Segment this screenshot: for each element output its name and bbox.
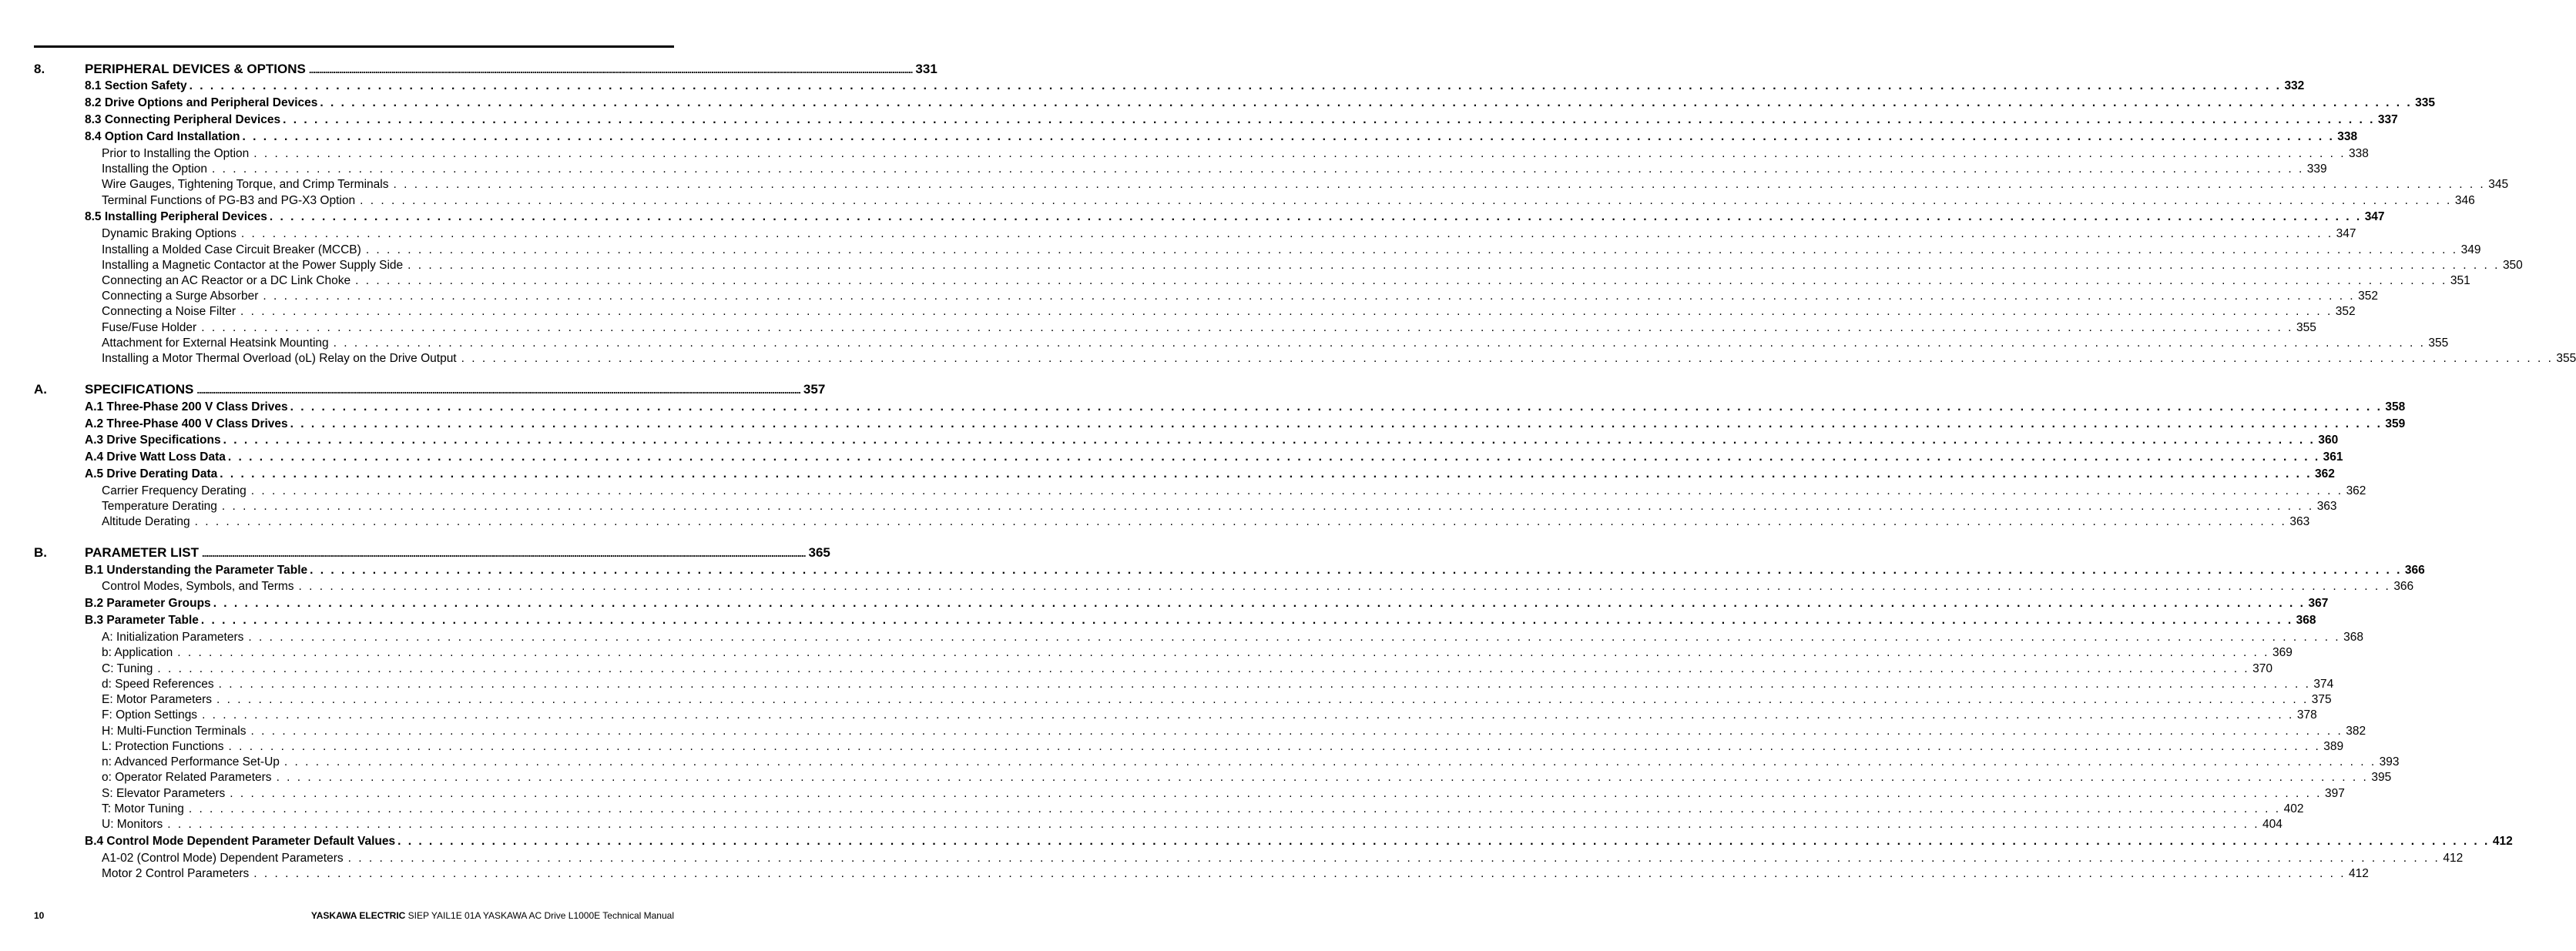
- toc-page-number: 382: [2346, 725, 2366, 738]
- dot-leader: . . . . . . . . . . . . . . . . . . . . . . . . . . . . . . . . . . . . . . . . . . . . . . . . . . . . . . . . . . . . . . . . . . . . . . . . . . . . . . . . . . . . . . . . . . . . . . . . . . . . . . . . . . . . . . . . . . . . . . . . . . . . . . . . . . . . . . . . . . . . . . . . . . . . . . . . . . . . . . . . . . . . . . . . . . . . . . . . . . . . . . . . . . . . . . . . . . . . . . . .: [360, 194, 2452, 207]
- toc-subsection[interactable]: [102, 337, 2449, 350]
- toc-page-number: 389: [2323, 740, 2344, 753]
- toc-page-number: 350: [2502, 259, 2523, 272]
- toc-subsection[interactable]: [102, 867, 2369, 881]
- toc-entry-title: S: Elevator Parameters: [102, 787, 226, 800]
- toc-page-number: 358: [2385, 400, 2406, 414]
- dot-leader: . . . . . . . . . . . . . . . . . . . . . . . . . . . . . . . . . . . . . . . . . . . . . . . . . . . . . . . . . . . . . . . . . . . . . . . . . . . . . . . . . . . . . . . . . . . . . . . . . . . . . . . . . . . . . . . . . . . . . . . . . . . . . . . . . . . . . . . . . . . . . . . . . . . . . . . . . . . . . . . . . . . . . . . . . . . . . . . . . . . . . . . . . . . . . . . . . . . . . . . .: [461, 352, 2554, 365]
- dot-leader: . . . . . . . . . . . . . . . . . . . . . . . . . . . . . . . . . . . . . . . . . . . . . . . . . . . . . . . . . . . . . . . . . . . . . . . . . . . . . . . . . . . . . . . . . . . . . . . . . . . . . . . . . . . . . . . . . . . . . . . . . . . . . . . . . . . . . . . . . . . . . . . . . . . . . . . . . . . . . . . . . . . . . . . . . . . . . . . . . . . . . . . . . . . . . . . . . . . . . . . .: [393, 178, 2486, 191]
- toc-entry-title: Attachment for External Heatsink Mounting: [102, 337, 329, 350]
- toc-section[interactable]: [85, 564, 2425, 578]
- dot-leader: . . . . . . . . . . . . . . . . . . . . . . . . . . . . . . . . . . . . . . . . . . . . . . . . . . . . . . . . . . . . . . . . . . . . . . . . . . . . . . . . . . . . . . . . . . . . . . . . . . . . . . . . . . . . . . . . . . . . . . . . . . . . . . . . . . . . . . . . . . . . . . . . . . . . . . . . . . . . . . . . . . . . . . . . . . . . . . . . . . . . . . . . . . . . . . . . . . . . . . . .: [216, 693, 2309, 706]
- toc-subsection[interactable]: [102, 321, 2316, 335]
- dot-leader: ............................................................................................................................................................................................................................................................................................................: [201, 547, 806, 559]
- toc-entry-title: SPECIFICATIONS: [85, 382, 194, 397]
- toc-subsection[interactable]: [102, 725, 2366, 738]
- toc-chapter-number: A.: [34, 382, 47, 397]
- toc-page-number: 360: [2318, 434, 2339, 447]
- dot-leader: . . . . . . . . . . . . . . . . . . . . . . . . . . . . . . . . . . . . . . . . . . . . . . . . . . . . . . . . . . . . . . . . . . . . . . . . . . . . . . . . . . . . . . . . . . . . . . . . . . . . . . . . . . . . . . . . . . . . . . . . . . . . . . . . . . . . . . . . . . . . . . . . . . . . . . . . . . . . . . . . . . . . . . . . . . . . . . . . . . . . . . . . . . . . . . . . . . . . . . . .: [202, 708, 2294, 722]
- toc-entry-title: Installing the Option: [102, 162, 208, 176]
- toc-subsection[interactable]: [102, 305, 2356, 319]
- footer-doc-title: SIEP YAIL1E 01A YASKAWA AC Drive L1000E Technical Manual: [408, 910, 674, 921]
- toc-entry-title: PERIPHERAL DEVICES & OPTIONS: [85, 62, 306, 76]
- toc-subsection[interactable]: [102, 755, 2400, 769]
- toc-subsection[interactable]: [102, 259, 2523, 273]
- dot-leader: . . . . . . . . . . . . . . . . . . . . . . . . . . . . . . . . . . . . . . . . . . . . . . . . . . . . . . . . . . . . . . . . . . . . . . . . . . . . . . . . . . . . . . . . . . . . . . . . . . . . . . . . . . . . . . . . . . . . . . . . . . . . . . . . . . . . . . . . . . . . . . . . . . . . . . . . . . . . . . . . . . . . . . . . . . . . . . . . . . . . . . . . . . . . . . . . . . . . . . . .: [242, 130, 2335, 143]
- dot-leader: . . . . . . . . . . . . . . . . . . . . . . . . . . . . . . . . . . . . . . . . . . . . . . . . . . . . . . . . . . . . . . . . . . . . . . . . . . . . . . . . . . . . . . . . . . . . . . . . . . . . . . . . . . . . . . . . . . . . . . . . . . . . . . . . . . . . . . . . . . . . . . . . . . . . . . . . . . . . . . . . . . . . . . . . . . . . . . . . . . . . . . . . . . . . . . . . . . . . . . . .: [227, 450, 2320, 464]
- dot-leader: . . . . . . . . . . . . . . . . . . . . . . . . . . . . . . . . . . . . . . . . . . . . . . . . . . . . . . . . . . . . . . . . . . . . . . . . . . . . . . . . . . . . . . . . . . . . . . . . . . . . . . . . . . . . . . . . . . . . . . . . . . . . . . . . . . . . . . . . . . . . . . . . . . . . . . . . . . . . . . . . . . . . . . . . . . . . . . . . . . . . . . . . . . . . . . . . . . . . . . . .: [201, 321, 2293, 334]
- toc-subsection[interactable]: [102, 484, 2366, 498]
- toc-subsection[interactable]: [102, 290, 2378, 303]
- toc-subsection[interactable]: [102, 243, 2481, 257]
- dot-leader: . . . . . . . . . . . . . . . . . . . . . . . . . . . . . . . . . . . . . . . . . . . . . . . . . . . . . . . . . . . . . . . . . . . . . . . . . . . . . . . . . . . . . . . . . . . . . . . . . . . . . . . . . . . . . . . . . . . . . . . . . . . . . . . . . . . . . . . . . . . . . . . . . . . . . . . . . . . . . . . . . . . . . . . . . . . . . . . . . . . . . . . . . . . . . . . . . . . . . . . .: [250, 725, 2343, 738]
- toc-page-number: 404: [2262, 818, 2283, 831]
- toc-subsection[interactable]: [102, 194, 2475, 208]
- toc-entry-title: B.3 Parameter Table: [85, 614, 199, 627]
- dot-leader: . . . . . . . . . . . . . . . . . . . . . . . . . . . . . . . . . . . . . . . . . . . . . . . . . . . . . . . . . . . . . . . . . . . . . . . . . . . . . . . . . . . . . . . . . . . . . . . . . . . . . . . . . . . . . . . . . . . . . . . . . . . . . . . . . . . . . . . . . . . . . . . . . . . . . . . . . . . . . . . . . . . . . . . . . . . . . . . . . . . . . . . . . . . . . . . . . . . . . . . .: [310, 564, 2402, 577]
- dot-leader: . . . . . . . . . . . . . . . . . . . . . . . . . . . . . . . . . . . . . . . . . . . . . . . . . . . . . . . . . . . . . . . . . . . . . . . . . . . . . . . . . . . . . . . . . . . . . . . . . . . . . . . . . . . . . . . . . . . . . . . . . . . . . . . . . . . . . . . . . . . . . . . . . . . . . . . . . . . . . . . . . . . . . . . . . . . . . . . . . . . . . . . . . . . . . . . . . . . . . . . .: [213, 597, 2306, 610]
- toc-page-number: 363: [2316, 500, 2337, 513]
- toc-subsection[interactable]: [102, 274, 2470, 288]
- toc-section[interactable]: [85, 210, 2385, 224]
- header-rule: [34, 45, 674, 48]
- dot-leader: . . . . . . . . . . . . . . . . . . . . . . . . . . . . . . . . . . . . . . . . . . . . . . . . . . . . . . . . . . . . . . . . . . . . . . . . . . . . . . . . . . . . . . . . . . . . . . . . . . . . . . . . . . . . . . . . . . . . . . . . . . . . . . . . . . . . . . . . . . . . . . . . . . . . . . . . . . . . . . . . . . . . . . . . . . . . . . . . . . . . . . . . . . . . . . . . . . . . . . . .: [290, 400, 2383, 414]
- dot-leader: . . . . . . . . . . . . . . . . . . . . . . . . . . . . . . . . . . . . . . . . . . . . . . . . . . . . . . . . . . . . . . . . . . . . . . . . . . . . . . . . . . . . . . . . . . . . . . . . . . . . . . . . . . . . . . . . . . . . . . . . . . . . . . . . . . . . . . . . . . . . . . . . . . . . . . . . . . . . . . . . . . . . . . . . . . . . . . . . . . . . . . . . . . . . . . . . . . . . . . . .: [223, 434, 2316, 447]
- toc-page-number: 368: [2343, 631, 2363, 644]
- toc-section[interactable]: [85, 467, 2335, 481]
- toc-chapter[interactable]: [34, 545, 830, 561]
- toc-page-number: 347: [2336, 227, 2356, 240]
- toc-page-number: 375: [2311, 693, 2332, 706]
- toc-page-number: 361: [2323, 450, 2343, 464]
- toc-subsection[interactable]: [102, 802, 2304, 816]
- toc-entry-title: Connecting an AC Reactor or a DC Link Choke: [102, 274, 351, 287]
- dot-leader: . . . . . . . . . . . . . . . . . . . . . . . . . . . . . . . . . . . . . . . . . . . . . . . . . . . . . . . . . . . . . . . . . . . . . . . . . . . . . . . . . . . . . . . . . . . . . . . . . . . . . . . . . . . . . . . . . . . . . . . . . . . . . . . . . . . . . . . . . . . . . . . . . . . . . . . . . . . . . . . . . . . . . . . . . . . . . . . . . . . . . . . . . . . . . . . . . . . . . . . .: [253, 867, 2346, 880]
- toc-subsection[interactable]: [102, 500, 2337, 514]
- toc-page-number: 347: [2364, 210, 2385, 223]
- dot-leader: . . . . . . . . . . . . . . . . . . . . . . . . . . . . . . . . . . . . . . . . . . . . . . . . . . . . . . . . . . . . . . . . . . . . . . . . . . . . . . . . . . . . . . . . . . . . . . . . . . . . . . . . . . . . . . . . . . . . . . . . . . . . . . . . . . . . . . . . . . . . . . . . . . . . . . . . . . . . . . . . . . . . . . . . . . . . . . . . . . . . . . . . . . . . . . . . . . . . . . . .: [212, 162, 2304, 176]
- toc-subsection[interactable]: [102, 787, 2345, 801]
- toc-subsection[interactable]: [102, 515, 2310, 529]
- toc-entry-title: Control Modes, Symbols, and Terms: [102, 580, 294, 593]
- toc-section[interactable]: [85, 614, 2316, 628]
- dot-leader: . . . . . . . . . . . . . . . . . . . . . . . . . . . . . . . . . . . . . . . . . . . . . . . . . . . . . . . . . . . . . . . . . . . . . . . . . . . . . . . . . . . . . . . . . . . . . . . . . . . . . . . . . . . . . . . . . . . . . . . . . . . . . . . . . . . . . . . . . . . . . . . . . . . . . . . . . . . . . . . . . . . . . . . . . . . . . . . . . . . . . . . . . . . . . . . . . . . . . . . .: [269, 210, 2362, 223]
- toc-subsection[interactable]: [102, 162, 2327, 176]
- footer-brand: YASKAWA ELECTRIC: [310, 910, 406, 921]
- toc-page-number: 366: [2393, 580, 2414, 593]
- toc-entry-title: A.5 Drive Derating Data: [85, 467, 218, 481]
- toc-entry-title: H: Multi-Function Terminals: [102, 725, 247, 738]
- toc-page-number: 338: [2349, 147, 2369, 160]
- toc-entry-title: U: Monitors: [102, 818, 163, 831]
- dot-leader: . . . . . . . . . . . . . . . . . . . . . . . . . . . . . . . . . . . . . . . . . . . . . . . . . . . . . . . . . . . . . . . . . . . . . . . . . . . . . . . . . . . . . . . . . . . . . . . . . . . . . . . . . . . . . . . . . . . . . . . . . . . . . . . . . . . . . . . . . . . . . . . . . . . . . . . . . . . . . . . . . . . . . . . . . . . . . . . . . . . . . . . . . . . . . . . . . . . . . . . .: [397, 835, 2490, 848]
- dot-leader: ............................................................................................................................................................................................................................................................................................................: [308, 64, 913, 75]
- toc-page-number: 338: [2337, 130, 2358, 143]
- toc-subsection[interactable]: [102, 818, 2283, 832]
- dot-leader: . . . . . . . . . . . . . . . . . . . . . . . . . . . . . . . . . . . . . . . . . . . . . . . . . . . . . . . . . . . . . . . . . . . . . . . . . . . . . . . . . . . . . . . . . . . . . . . . . . . . . . . . . . . . . . . . . . . . . . . . . . . . . . . . . . . . . . . . . . . . . . . . . . . . . . . . . . . . . . . . . . . . . . . . . . . . . . . . . . . . . . . . . . . . . . . . . . . . . . . .: [200, 614, 2293, 627]
- toc-entry-title: Fuse/Fuse Holder: [102, 321, 197, 334]
- toc-entry-title: F: Option Settings: [102, 708, 198, 722]
- dot-leader: . . . . . . . . . . . . . . . . . . . . . . . . . . . . . . . . . . . . . . . . . . . . . . . . . . . . . . . . . . . . . . . . . . . . . . . . . . . . . . . . . . . . . . . . . . . . . . . . . . . . . . . . . . . . . . . . . . . . . . . . . . . . . . . . . . . . . . . . . . . . . . . . . . . . . . . . . . . . . . . . . . . . . . . . . . . . . . . . . . . . . . . . . . . . . . . . . . . . . . . .: [228, 740, 2321, 753]
- toc-entry-title: b: Application: [102, 646, 173, 659]
- toc-entry-title: o: Operator Related Parameters: [102, 771, 272, 784]
- dot-leader: . . . . . . . . . . . . . . . . . . . . . . . . . . . . . . . . . . . . . . . . . . . . . . . . . . . . . . . . . . . . . . . . . . . . . . . . . . . . . . . . . . . . . . . . . . . . . . . . . . . . . . . . . . . . . . . . . . . . . . . . . . . . . . . . . . . . . . . . . . . . . . . . . . . . . . . . . . . . . . . . . . . . . . . . . . . . . . . . . . . . . . . . . . . . . . . . . . . . . . . .: [263, 290, 2356, 303]
- toc-page-number: 355: [2428, 337, 2449, 350]
- toc-section[interactable]: [85, 79, 2305, 93]
- toc-subsection[interactable]: [102, 740, 2344, 754]
- dot-leader: . . . . . . . . . . . . . . . . . . . . . . . . . . . . . . . . . . . . . . . . . . . . . . . . . . . . . . . . . . . . . . . . . . . . . . . . . . . . . . . . . . . . . . . . . . . . . . . . . . . . . . . . . . . . . . . . . . . . . . . . . . . . . . . . . . . . . . . . . . . . . . . . . . . . . . . . . . . . . . . . . . . . . . . . . . . . . . . . . . . . . . . . . . . . . . . . . . . . . . . .: [253, 147, 2346, 160]
- footer-page-number: 10: [34, 910, 45, 921]
- toc-entry-title: Installing a Motor Thermal Overload (oL) Relay on the Drive Output: [102, 352, 457, 365]
- dot-leader: . . . . . . . . . . . . . . . . . . . . . . . . . . . . . . . . . . . . . . . . . . . . . . . . . . . . . . . . . . . . . . . . . . . . . . . . . . . . . . . . . . . . . . . . . . . . . . . . . . . . . . . . . . . . . . . . . . . . . . . . . . . . . . . . . . . . . . . . . . . . . . . . . . . . . . . . . . . . . . . . . . . . . . . . . . . . . . . . . . . . . . . . . . . . . . . . . . . . . . . .: [250, 484, 2343, 497]
- dot-leader: . . . . . . . . . . . . . . . . . . . . . . . . . . . . . . . . . . . . . . . . . . . . . . . . . . . . . . . . . . . . . . . . . . . . . . . . . . . . . . . . . . . . . . . . . . . . . . . . . . . . . . . . . . . . . . . . . . . . . . . . . . . . . . . . . . . . . . . . . . . . . . . . . . . . . . . . . . . . . . . . . . . . . . . . . . . . . . . . . . . . . . . . . . . . . . . . . . . . . . . .: [188, 802, 2281, 815]
- toc-entry-title: A.3 Drive Specifications: [85, 434, 221, 447]
- toc-section[interactable]: [85, 96, 2436, 110]
- toc-entry-title: C: Tuning: [102, 662, 153, 675]
- dot-leader: . . . . . . . . . . . . . . . . . . . . . . . . . . . . . . . . . . . . . . . . . . . . . . . . . . . . . . . . . . . . . . . . . . . . . . . . . . . . . . . . . . . . . . . . . . . . . . . . . . . . . . . . . . . . . . . . . . . . . . . . . . . . . . . . . . . . . . . . . . . . . . . . . . . . . . . . . . . . . . . . . . . . . . . . . . . . . . . . . . . . . . . . . . . . . . . . . . . . . . . .: [290, 417, 2383, 430]
- toc-entry-title: Connecting a Surge Absorber: [102, 290, 259, 303]
- toc-subsection[interactable]: [102, 662, 2272, 676]
- dot-leader: . . . . . . . . . . . . . . . . . . . . . . . . . . . . . . . . . . . . . . . . . . . . . . . . . . . . . . . . . . . . . . . . . . . . . . . . . . . . . . . . . . . . . . . . . . . . . . . . . . . . . . . . . . . . . . . . . . . . . . . . . . . . . . . . . . . . . . . . . . . . . . . . . . . . . . . . . . . . . . . . . . . . . . . . . . . . . . . . . . . . . . . . . . . . . . . . . . . . . . . .: [221, 500, 2314, 513]
- footer-document-info: [311, 910, 674, 921]
- toc-entry-title: Prior to Installing the Option: [102, 147, 250, 160]
- toc-page-number: 337: [2377, 113, 2398, 126]
- toc-section[interactable]: [85, 434, 2339, 447]
- toc-page-number: 368: [2296, 614, 2316, 627]
- toc-page-number: 331: [915, 62, 937, 76]
- toc-section[interactable]: [85, 113, 2398, 127]
- toc-entry-title: B.1 Understanding the Parameter Table: [85, 564, 308, 577]
- toc-page-number: 351: [2450, 274, 2470, 287]
- toc-entry-title: 8.3 Connecting Peripheral Devices: [85, 113, 281, 126]
- toc-section[interactable]: [85, 835, 2513, 849]
- toc-page-number: 352: [2358, 290, 2378, 303]
- dot-leader: . . . . . . . . . . . . . . . . . . . . . . . . . . . . . . . . . . . . . . . . . . . . . . . . . . . . . . . . . . . . . . . . . . . . . . . . . . . . . . . . . . . . . . . . . . . . . . . . . . . . . . . . . . . . . . . . . . . . . . . . . . . . . . . . . . . . . . . . . . . . . . . . . . . . . . . . . . . . . . . . . . . . . . . . . . . . . . . . . . . . . . . . . . . . . . . . . . . . . . . .: [218, 678, 2311, 691]
- toc-entry-title: 8.1 Section Safety: [85, 79, 187, 92]
- toc-entry-title: Carrier Frequency Derating: [102, 484, 247, 497]
- toc-subsection[interactable]: [102, 852, 2464, 866]
- toc-entry-title: Connecting a Noise Filter: [102, 305, 236, 318]
- toc-entry-title: Installing a Magnetic Contactor at the Power Supply Side: [102, 259, 404, 272]
- toc-page-number: 345: [2488, 178, 2509, 191]
- toc-subsection[interactable]: [102, 646, 2293, 660]
- toc-entry-title: d: Speed References: [102, 678, 214, 691]
- dot-leader: . . . . . . . . . . . . . . . . . . . . . . . . . . . . . . . . . . . . . . . . . . . . . . . . . . . . . . . . . . . . . . . . . . . . . . . . . . . . . . . . . . . . . . . . . . . . . . . . . . . . . . . . . . . . . . . . . . . . . . . . . . . . . . . . . . . . . . . . . . . . . . . . . . . . . . . . . . . . . . . . . . . . . . . . . . . . . . . . . . . . . . . . . . . . . . . . . . . . . . . .: [283, 755, 2376, 769]
- dot-leader: . . . . . . . . . . . . . . . . . . . . . . . . . . . . . . . . . . . . . . . . . . . . . . . . . . . . . . . . . . . . . . . . . . . . . . . . . . . . . . . . . . . . . . . . . . . . . . . . . . . . . . . . . . . . . . . . . . . . . . . . . . . . . . . . . . . . . . . . . . . . . . . . . . . . . . . . . . . . . . . . . . . . . . . . . . . . . . . . . . . . . . . . . . . . . . . . . . . . . . . .: [365, 243, 2458, 256]
- toc-page-number: 362: [2346, 484, 2366, 497]
- toc-page-number: 393: [2379, 755, 2400, 769]
- toc-subsection[interactable]: [102, 147, 2369, 161]
- toc-entry-title: n: Advanced Performance Set-Up: [102, 755, 280, 769]
- toc-section[interactable]: [85, 400, 2406, 414]
- toc-section[interactable]: [85, 417, 2406, 431]
- toc-page-number: 349: [2460, 243, 2481, 256]
- toc-entry-title: B.4 Control Mode Dependent Parameter Default Values: [85, 835, 396, 848]
- dot-leader: . . . . . . . . . . . . . . . . . . . . . . . . . . . . . . . . . . . . . . . . . . . . . . . . . . . . . . . . . . . . . . . . . . . . . . . . . . . . . . . . . . . . . . . . . . . . . . . . . . . . . . . . . . . . . . . . . . . . . . . . . . . . . . . . . . . . . . . . . . . . . . . . . . . . . . . . . . . . . . . . . . . . . . . . . . . . . . . . . . . . . . . . . . . . . . . . . . . . . . . .: [320, 96, 2413, 109]
- toc-subsection[interactable]: [102, 631, 2363, 645]
- toc-entry-title: PARAMETER LIST: [85, 545, 199, 560]
- toc-entry-title: 8.5 Installing Peripheral Devices: [85, 210, 267, 223]
- toc-section[interactable]: [85, 597, 2329, 611]
- toc-page-number: 352: [2335, 305, 2356, 318]
- dot-leader: . . . . . . . . . . . . . . . . . . . . . . . . . . . . . . . . . . . . . . . . . . . . . . . . . . . . . . . . . . . . . . . . . . . . . . . . . . . . . . . . . . . . . . . . . . . . . . . . . . . . . . . . . . . . . . . . . . . . . . . . . . . . . . . . . . . . . . . . . . . . . . . . . . . . . . . . . . . . . . . . . . . . . . . . . . . . . . . . . . . . . . . . . . . . . . . . . . . . . . . .: [248, 631, 2341, 644]
- toc-entry-title: A.1 Three-Phase 200 V Class Drives: [85, 400, 288, 414]
- toc-page-number: 357: [803, 382, 826, 397]
- toc-entry-title: Motor 2 Control Parameters: [102, 867, 250, 880]
- toc-page-number: 370: [2252, 662, 2272, 675]
- toc-entry-title: A.2 Three-Phase 400 V Class Drives: [85, 417, 288, 430]
- toc-page-number: 395: [2371, 771, 2392, 784]
- dot-leader: . . . . . . . . . . . . . . . . . . . . . . . . . . . . . . . . . . . . . . . . . . . . . . . . . . . . . . . . . . . . . . . . . . . . . . . . . . . . . . . . . . . . . . . . . . . . . . . . . . . . . . . . . . . . . . . . . . . . . . . . . . . . . . . . . . . . . . . . . . . . . . . . . . . . . . . . . . . . . . . . . . . . . . . . . . . . . . . . . . . . . . . . . . . . . . . . . . . . . . . .: [189, 79, 2282, 92]
- toc-chapter[interactable]: [34, 62, 937, 77]
- toc-entry-title: 8.2 Drive Options and Peripheral Devices: [85, 96, 318, 109]
- toc-entry-title: Temperature Derating: [102, 500, 217, 513]
- toc-subsection[interactable]: [102, 678, 2334, 691]
- toc-chapter-number: B.: [34, 545, 47, 560]
- dot-leader: . . . . . . . . . . . . . . . . . . . . . . . . . . . . . . . . . . . . . . . . . . . . . . . . . . . . . . . . . . . . . . . . . . . . . . . . . . . . . . . . . . . . . . . . . . . . . . . . . . . . . . . . . . . . . . . . . . . . . . . . . . . . . . . . . . . . . . . . . . . . . . . . . . . . . . . . . . . . . . . . . . . . . . . . . . . . . . . . . . . . . . . . . . . . . . . . . . . . . . . .: [240, 305, 2333, 318]
- toc-page-number: 412: [2443, 852, 2464, 865]
- dot-leader: . . . . . . . . . . . . . . . . . . . . . . . . . . . . . . . . . . . . . . . . . . . . . . . . . . . . . . . . . . . . . . . . . . . . . . . . . . . . . . . . . . . . . . . . . . . . . . . . . . . . . . . . . . . . . . . . . . . . . . . . . . . . . . . . . . . . . . . . . . . . . . . . . . . . . . . . . . . . . . . . . . . . . . . . . . . . . . . . . . . . . . . . . . . . . . . . . . . . . . . .: [283, 113, 2375, 126]
- toc-chapter[interactable]: [34, 382, 826, 397]
- toc-entry-title: Dynamic Braking Options: [102, 227, 236, 240]
- toc-entry-title: L: Protection Functions: [102, 740, 224, 753]
- dot-leader: . . . . . . . . . . . . . . . . . . . . . . . . . . . . . . . . . . . . . . . . . . . . . . . . . . . . . . . . . . . . . . . . . . . . . . . . . . . . . . . . . . . . . . . . . . . . . . . . . . . . . . . . . . . . . . . . . . . . . . . . . . . . . . . . . . . . . . . . . . . . . . . . . . . . . . . . . . . . . . . . . . . . . . . . . . . . . . . . . . . . . . . . . . . . . . . . . . . . . . . .: [355, 274, 2447, 287]
- toc-entry-title: Installing a Molded Case Circuit Breaker (MCCB): [102, 243, 361, 256]
- toc-entry-title: A: Initialization Parameters: [102, 631, 244, 644]
- dot-leader: . . . . . . . . . . . . . . . . . . . . . . . . . . . . . . . . . . . . . . . . . . . . . . . . . . . . . . . . . . . . . . . . . . . . . . . . . . . . . . . . . . . . . . . . . . . . . . . . . . . . . . . . . . . . . . . . . . . . . . . . . . . . . . . . . . . . . . . . . . . . . . . . . . . . . . . . . . . . . . . . . . . . . . . . . . . . . . . . . . . . . . . . . . . . . . . . . . . . . . . .: [408, 259, 2500, 272]
- toc-entry-title: T: Motor Tuning: [102, 802, 184, 815]
- dot-leader: . . . . . . . . . . . . . . . . . . . . . . . . . . . . . . . . . . . . . . . . . . . . . . . . . . . . . . . . . . . . . . . . . . . . . . . . . . . . . . . . . . . . . . . . . . . . . . . . . . . . . . . . . . . . . . . . . . . . . . . . . . . . . . . . . . . . . . . . . . . . . . . . . . . . . . . . . . . . . . . . . . . . . . . . . . . . . . . . . . . . . . . . . . . . . . . . . . . . . . . .: [157, 662, 2250, 675]
- toc-entry-title: A.4 Drive Watt Loss Data: [85, 450, 226, 464]
- toc-subsection[interactable]: [102, 227, 2356, 241]
- toc-page-number: 402: [2283, 802, 2304, 815]
- toc-page-number: 412: [2492, 835, 2513, 848]
- toc-page-number: 397: [2325, 787, 2345, 800]
- dot-leader: . . . . . . . . . . . . . . . . . . . . . . . . . . . . . . . . . . . . . . . . . . . . . . . . . . . . . . . . . . . . . . . . . . . . . . . . . . . . . . . . . . . . . . . . . . . . . . . . . . . . . . . . . . . . . . . . . . . . . . . . . . . . . . . . . . . . . . . . . . . . . . . . . . . . . . . . . . . . . . . . . . . . . . . . . . . . . . . . . . . . . . . . . . . . . . . . . . . . . . . .: [298, 580, 2391, 593]
- toc-page-number: 369: [2272, 646, 2293, 659]
- toc-subsection[interactable]: [102, 708, 2317, 722]
- toc-page-number: 346: [2454, 194, 2475, 207]
- toc-entry-title: 8.4 Option Card Installation: [85, 130, 240, 143]
- toc-subsection[interactable]: [102, 771, 2392, 785]
- dot-leader: . . . . . . . . . . . . . . . . . . . . . . . . . . . . . . . . . . . . . . . . . . . . . . . . . . . . . . . . . . . . . . . . . . . . . . . . . . . . . . . . . . . . . . . . . . . . . . . . . . . . . . . . . . . . . . . . . . . . . . . . . . . . . . . . . . . . . . . . . . . . . . . . . . . . . . . . . . . . . . . . . . . . . . . . . . . . . . . . . . . . . . . . . . . . . . . . . . . . . . . .: [333, 337, 2426, 350]
- dot-leader: . . . . . . . . . . . . . . . . . . . . . . . . . . . . . . . . . . . . . . . . . . . . . . . . . . . . . . . . . . . . . . . . . . . . . . . . . . . . . . . . . . . . . . . . . . . . . . . . . . . . . . . . . . . . . . . . . . . . . . . . . . . . . . . . . . . . . . . . . . . . . . . . . . . . . . . . . . . . . . . . . . . . . . . . . . . . . . . . . . . . . . . . . . . . . . . . . . . . . . . .: [194, 515, 2287, 528]
- toc-section[interactable]: [85, 450, 2343, 464]
- toc-entry-title: Terminal Functions of PG-B3 and PG-X3 Option: [102, 194, 356, 207]
- toc-section[interactable]: [85, 130, 2358, 144]
- toc-entry-title: Altitude Derating: [102, 515, 190, 528]
- dot-leader: . . . . . . . . . . . . . . . . . . . . . . . . . . . . . . . . . . . . . . . . . . . . . . . . . . . . . . . . . . . . . . . . . . . . . . . . . . . . . . . . . . . . . . . . . . . . . . . . . . . . . . . . . . . . . . . . . . . . . . . . . . . . . . . . . . . . . . . . . . . . . . . . . . . . . . . . . . . . . . . . . . . . . . . . . . . . . . . . . . . . . . . . . . . . . . . . . . . . . . . .: [240, 227, 2333, 240]
- dot-leader: . . . . . . . . . . . . . . . . . . . . . . . . . . . . . . . . . . . . . . . . . . . . . . . . . . . . . . . . . . . . . . . . . . . . . . . . . . . . . . . . . . . . . . . . . . . . . . . . . . . . . . . . . . . . . . . . . . . . . . . . . . . . . . . . . . . . . . . . . . . . . . . . . . . . . . . . . . . . . . . . . . . . . . . . . . . . . . . . . . . . . . . . . . . . . . . . . . . . . . . .: [167, 818, 2260, 831]
- toc-subsection[interactable]: [102, 352, 2576, 366]
- dot-leader: ............................................................................................................................................................................................................................................................................................................: [196, 384, 800, 396]
- toc-page-number: 339: [2306, 162, 2327, 176]
- toc-page-number: 363: [2289, 515, 2310, 528]
- toc-entry-title: A1-02 (Control Mode) Dependent Parameters: [102, 852, 344, 865]
- toc-page-number: 366: [2404, 564, 2425, 577]
- toc-chapter-number: 8.: [34, 62, 45, 76]
- toc-subsection[interactable]: [102, 693, 2332, 707]
- toc-page-number: 335: [2415, 96, 2436, 109]
- dot-leader: . . . . . . . . . . . . . . . . . . . . . . . . . . . . . . . . . . . . . . . . . . . . . . . . . . . . . . . . . . . . . . . . . . . . . . . . . . . . . . . . . . . . . . . . . . . . . . . . . . . . . . . . . . . . . . . . . . . . . . . . . . . . . . . . . . . . . . . . . . . . . . . . . . . . . . . . . . . . . . . . . . . . . . . . . . . . . . . . . . . . . . . . . . . . . . . . . . . . . . . .: [347, 852, 2440, 865]
- dot-leader: . . . . . . . . . . . . . . . . . . . . . . . . . . . . . . . . . . . . . . . . . . . . . . . . . . . . . . . . . . . . . . . . . . . . . . . . . . . . . . . . . . . . . . . . . . . . . . . . . . . . . . . . . . . . . . . . . . . . . . . . . . . . . . . . . . . . . . . . . . . . . . . . . . . . . . . . . . . . . . . . . . . . . . . . . . . . . . . . . . . . . . . . . . . . . . . . . . . . . . . .: [230, 787, 2322, 800]
- dot-leader: . . . . . . . . . . . . . . . . . . . . . . . . . . . . . . . . . . . . . . . . . . . . . . . . . . . . . . . . . . . . . . . . . . . . . . . . . . . . . . . . . . . . . . . . . . . . . . . . . . . . . . . . . . . . . . . . . . . . . . . . . . . . . . . . . . . . . . . . . . . . . . . . . . . . . . . . . . . . . . . . . . . . . . . . . . . . . . . . . . . . . . . . . . . . . . . . . . . . . . . .: [220, 467, 2313, 481]
- toc-subsection[interactable]: [102, 178, 2509, 192]
- toc-page-number: 332: [2284, 79, 2305, 92]
- toc-entry-title: E: Motor Parameters: [102, 693, 212, 706]
- dot-leader: . . . . . . . . . . . . . . . . . . . . . . . . . . . . . . . . . . . . . . . . . . . . . . . . . . . . . . . . . . . . . . . . . . . . . . . . . . . . . . . . . . . . . . . . . . . . . . . . . . . . . . . . . . . . . . . . . . . . . . . . . . . . . . . . . . . . . . . . . . . . . . . . . . . . . . . . . . . . . . . . . . . . . . . . . . . . . . . . . . . . . . . . . . . . . . . . . . . . . . . .: [276, 771, 2369, 784]
- toc-page-number: 359: [2385, 417, 2406, 430]
- toc-page-number: 355: [2296, 321, 2316, 334]
- toc-page-number: 355: [2556, 352, 2576, 365]
- toc-page-number: 362: [2315, 467, 2335, 481]
- toc-page-number: 412: [2349, 867, 2369, 880]
- dot-leader: . . . . . . . . . . . . . . . . . . . . . . . . . . . . . . . . . . . . . . . . . . . . . . . . . . . . . . . . . . . . . . . . . . . . . . . . . . . . . . . . . . . . . . . . . . . . . . . . . . . . . . . . . . . . . . . . . . . . . . . . . . . . . . . . . . . . . . . . . . . . . . . . . . . . . . . . . . . . . . . . . . . . . . . . . . . . . . . . . . . . . . . . . . . . . . . . . . . . . . . .: [177, 646, 2269, 659]
- toc-page-number: 367: [2308, 597, 2329, 610]
- toc-page-number: 365: [808, 545, 830, 560]
- toc-entry-title: B.2 Parameter Groups: [85, 597, 211, 610]
- toc-page-number: 378: [2296, 708, 2317, 722]
- toc-subsection[interactable]: [102, 580, 2414, 594]
- toc-entry-title: Wire Gauges, Tightening Torque, and Crimp Terminals: [102, 178, 389, 191]
- toc-page-number: 374: [2313, 678, 2334, 691]
